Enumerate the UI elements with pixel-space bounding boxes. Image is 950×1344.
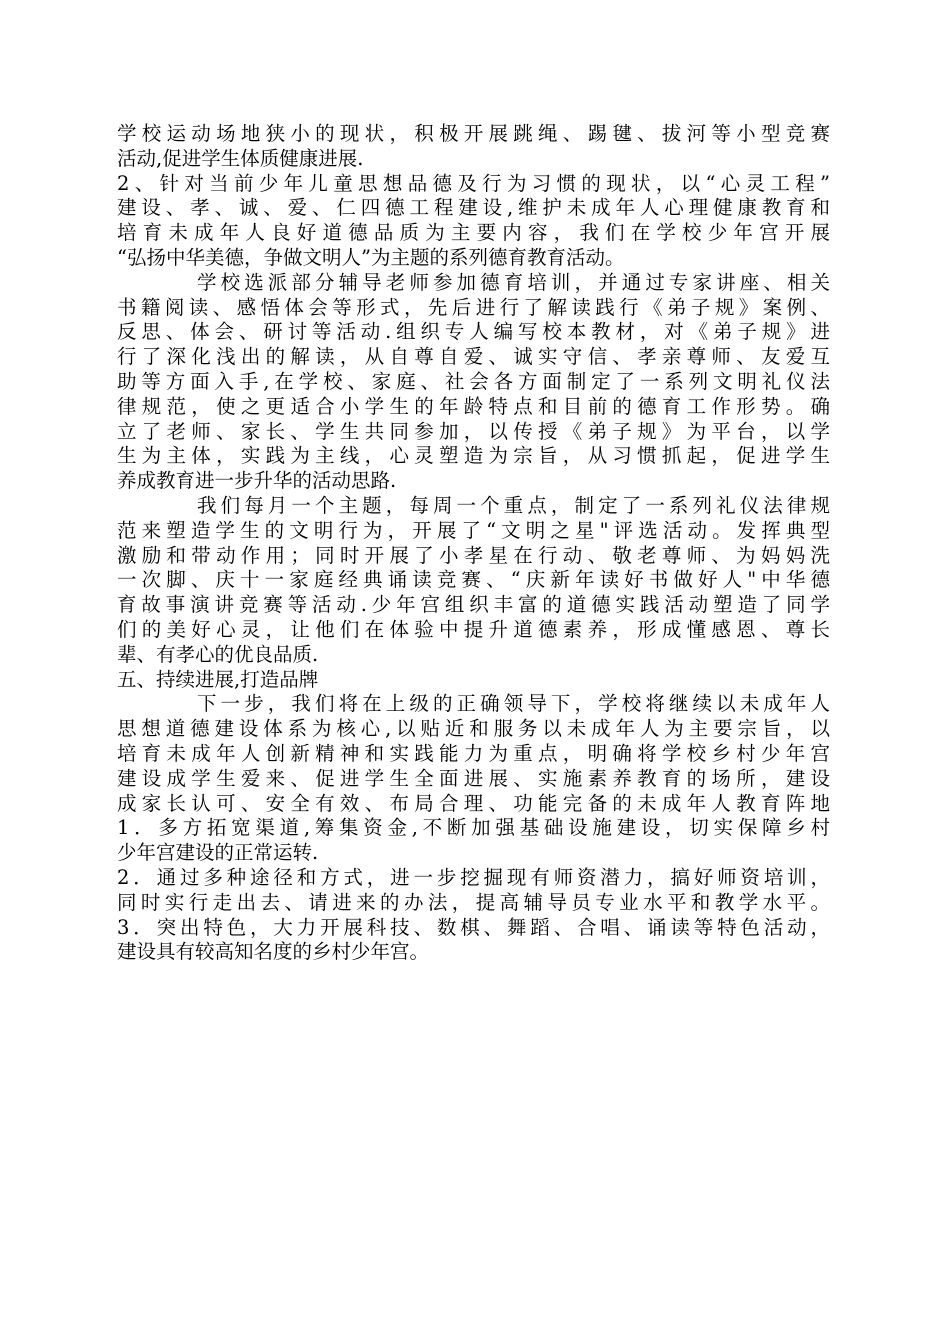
text-line: 学校选派部分辅导老师参加德育培训，并通过专家讲座、相关 [197,270,830,294]
text-line: 学校运动场地狭小的现状，积极开展跳绳、踢毽、拔河等小型竞赛 [117,122,830,145]
text-line: 一次脚、庆十一家庭经典诵读竞赛、“庆新年读好书做好人"中华德 [117,568,830,592]
text-line: 五、持续进展,打造品牌 [117,667,319,691]
text-line: 思想道德建设体系为核心,以贴近和服务以未成年人为主要宗旨，以 [117,717,830,741]
text-line: 建设成学生爱来、促进学生全面进展、实施素养教育的场所，建设 [117,766,830,790]
text-line: 范来塑造学生的文明行为，开展了“文明之星"评选活动。发挥典型 [117,518,830,542]
text-line: 我们每月一个主题，每周一个重点，制定了一系列礼仪法律规 [197,493,830,517]
text-line: 们的美好心灵，让他们在体验中提升道德素养，形成懂感恩、尊长 [117,617,830,641]
text-line: 辈、有孝心的优良品质. [117,642,319,666]
text-line: 2．通过多种途径和方式，进一步挖掘现有师资潜力，搞好师资培训， [117,865,830,889]
text-line: 建设、孝、诚、爱、仁四德工程建设,维护未成年人心理健康教育和 [117,196,830,220]
text-line: 少年宫建设的正常运转. [117,841,319,865]
text-line: 成家长认可、安全有效、布局合理、功能完备的未成年人教育阵地 [117,791,830,815]
text-line: 培育未成年人良好道德品质为主要内容，我们在学校少年宫开展 [117,221,830,245]
text-line: 激励和带动作用；同时开展了小孝星在行动、敬老尊师、为妈妈洗 [117,543,830,567]
text-line: 1．多方拓宽渠道,筹集资金,不断加强基础设施建设，切实保障乡村 [117,816,830,840]
text-line: 3．突出特色，大力开展科技、数棋、舞蹈、合唱、诵读等特色活动， [117,915,830,939]
text-line: 活动,促进学生体质健康进展. [117,146,364,170]
text-line: 养成教育进一步升华的活动思路. [117,469,397,493]
text-line: 行了深化浅出的解读，从自尊自爱、诚实守信、孝亲尊师、友爱互 [117,345,830,369]
text-line: 2、针对当前少年儿童思想品德及行为习惯的现状，以“心灵工程” [117,171,830,195]
text-line: 书籍阅读、感悟体会等形式，先后进行了解读践行《弟子规》案例、 [117,295,830,319]
text-line: 同时实行走出去、请进来的办法，提高辅导员专业水平和教学水平。 [117,890,830,914]
document-body-text [117,122,830,965]
text-line: 立了老师、家长、学生共同参加，以传授《弟子规》为平台，以学 [117,419,830,443]
text-line: 生为主体，实践为主线，心灵塑造为宗旨，从习惯抓起，促进学生 [117,444,830,468]
text-line: 建设具有较高知名度的乡村少年宫。 [117,940,430,964]
text-line: 育故事演讲竞赛等活动.少年宫组织丰富的道德实践活动塑造了同学 [117,593,830,617]
text-line: 反思、体会、研讨等活动.组织专人编写校本教材，对《弟子规》进 [117,320,830,344]
text-line: 助等方面入手,在学校、家庭、社会各方面制定了一系列文明礼仪法 [117,369,830,393]
text-line: 培育未成年人创新精神和实践能力为重点，明确将学校乡村少年宫 [117,741,830,765]
text-line: “弘扬中华美德，争做文明人”为主题的系列德育教育活动。 [117,245,625,269]
text-line: 下一步，我们将在上级的正确领导下，学校将继续以未成年人 [197,692,830,716]
text-line: 律规范，使之更适合小学生的年龄特点和目前的德育工作形势。确 [117,394,830,418]
